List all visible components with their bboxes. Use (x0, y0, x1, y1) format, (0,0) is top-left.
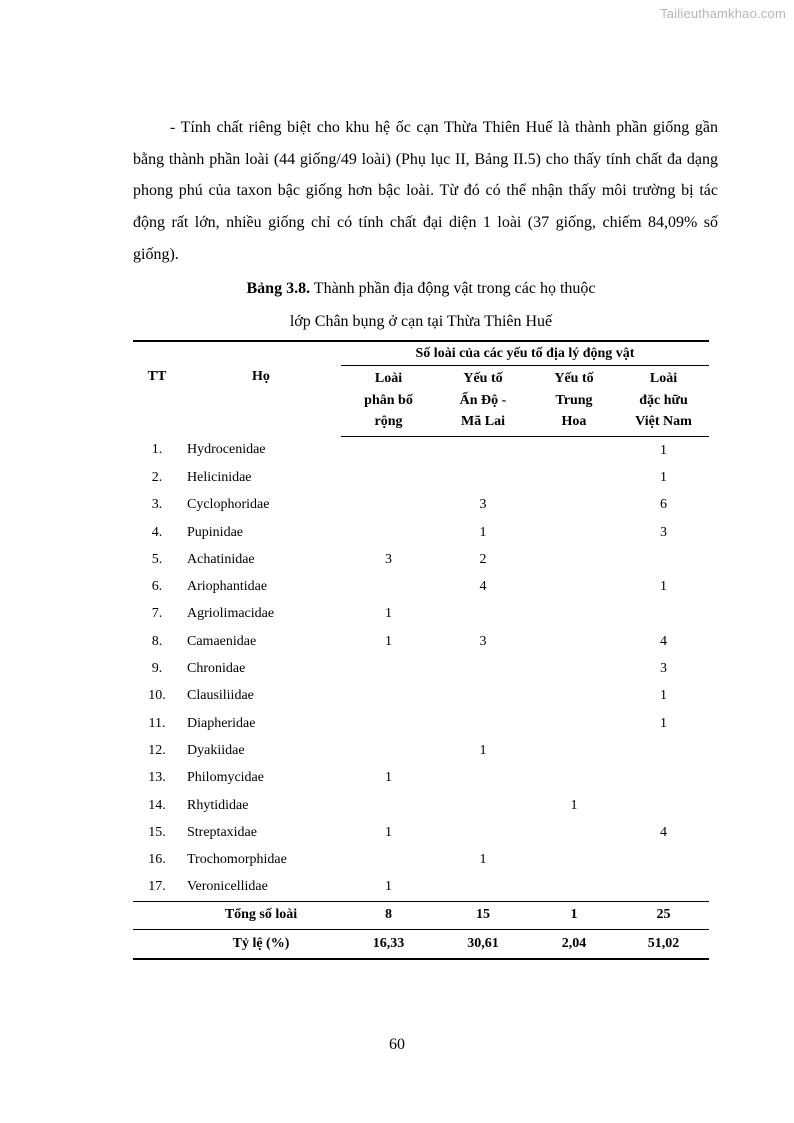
table-row (133, 600, 709, 627)
total-label: Tổng số loài (181, 901, 341, 930)
table-row (133, 546, 709, 573)
row-indo-malay-count (436, 791, 530, 818)
page-number: 60 (389, 1036, 405, 1053)
row-number: 5. (151, 551, 163, 567)
table-row (133, 873, 709, 901)
total-col1: 8 (341, 901, 436, 930)
header-col4-line3: Việt Nam (635, 414, 692, 429)
row-indo-malay-count: 1 (479, 524, 487, 540)
row-widespread-count (341, 573, 436, 600)
total-col4: 25 (618, 901, 709, 930)
row-endemic-count: 1 (660, 715, 667, 731)
table-row (133, 737, 709, 764)
row-family-name: Dyakiidae (187, 742, 245, 758)
row-indo-malay-count: 1 (479, 742, 487, 758)
total-col3: 1 (530, 901, 618, 930)
table-row (133, 682, 709, 709)
row-indo-malay-count (436, 873, 530, 901)
header-col1-line1: Loài (374, 371, 403, 386)
row-family-name: Diapheridae (187, 715, 256, 731)
row-endemic-count: 4 (660, 824, 667, 840)
row-family-name: Helicinidae (187, 469, 252, 485)
header-col-endemic (618, 366, 709, 437)
header-col3-line3: Hoa (561, 414, 587, 429)
watermark-text: Tailieuthamkhao.com (660, 6, 786, 21)
row-endemic-count: 3 (660, 661, 667, 677)
row-widespread-count (341, 682, 436, 709)
row-china-count (530, 628, 618, 655)
table-row (133, 791, 709, 818)
row-family-name: Hydrocenidae (187, 442, 266, 458)
header-col4-line1: Loài (649, 371, 678, 386)
table-row (133, 464, 709, 491)
row-china-count (530, 655, 618, 682)
header-col2-line1: Yếu tố (463, 371, 503, 386)
table-row (133, 436, 709, 464)
row-endemic-count (618, 600, 709, 627)
ratio-col4: 51,02 (618, 930, 709, 959)
row-number: 13. (148, 770, 166, 786)
row-widespread-count: 1 (385, 633, 392, 649)
ratio-row (133, 930, 709, 959)
row-widespread-count (341, 709, 436, 736)
row-number: 2. (151, 469, 163, 485)
row-number: 15. (148, 824, 166, 840)
row-family-name: Chronidae (187, 661, 246, 677)
header-col1-line3: rộng (374, 414, 403, 429)
table-row (133, 518, 709, 545)
total-row (133, 901, 709, 930)
header-col1-line2: phân bố (364, 392, 413, 408)
row-indo-malay-count (436, 819, 530, 846)
row-indo-malay-count (436, 682, 530, 709)
table-body (133, 436, 709, 901)
row-endemic-count (618, 846, 709, 873)
row-china-count (530, 682, 618, 709)
row-widespread-count (341, 655, 436, 682)
row-endemic-count (618, 546, 709, 573)
row-widespread-count (341, 846, 436, 873)
row-family-name: Rhytididae (187, 797, 249, 813)
table-row (133, 709, 709, 736)
row-endemic-count (618, 764, 709, 791)
row-endemic-count: 3 (660, 524, 667, 540)
row-widespread-count (341, 436, 436, 464)
row-china-count (530, 491, 618, 518)
row-widespread-count (341, 491, 436, 518)
row-endemic-count: 6 (660, 497, 667, 513)
row-indo-malay-count: 1 (479, 852, 487, 868)
row-indo-malay-count (436, 764, 530, 791)
row-indo-malay-count: 4 (479, 579, 487, 595)
table-caption-line-2: lớp Chân bụng ở cạn tại Thừa Thiên Huế (289, 313, 553, 330)
row-number: 9. (151, 661, 163, 677)
header-col2-line3: Mã Lai (461, 414, 505, 429)
row-china-count (530, 737, 618, 764)
row-number: 14. (148, 797, 166, 813)
table-row (133, 573, 709, 600)
row-widespread-count: 1 (385, 606, 392, 622)
row-indo-malay-count: 2 (479, 551, 487, 567)
row-endemic-count: 1 (660, 469, 667, 485)
row-number: 1. (151, 442, 163, 458)
row-family-name: Clausiliidae (187, 688, 254, 704)
row-number: 16. (148, 852, 166, 868)
row-family-name: Pupinidae (187, 524, 243, 540)
row-widespread-count: 1 (385, 879, 392, 895)
header-col2-line2: Ấn Độ - (459, 392, 507, 408)
row-widespread-count (341, 737, 436, 764)
row-number: 10. (148, 688, 166, 704)
row-endemic-count: 1 (660, 688, 667, 704)
row-widespread-count: 1 (385, 770, 392, 786)
row-china-count (530, 600, 618, 627)
row-family-name: Streptaxidae (187, 824, 257, 840)
row-indo-malay-count (436, 464, 530, 491)
table-row (133, 655, 709, 682)
table-row (133, 819, 709, 846)
row-widespread-count: 1 (385, 824, 392, 840)
row-china-count (530, 546, 618, 573)
table-row (133, 764, 709, 791)
table-row (133, 628, 709, 655)
row-china-count (530, 846, 618, 873)
row-widespread-count: 3 (385, 551, 392, 567)
ratio-label: Tỷ lệ (%) (181, 930, 341, 959)
row-china-count (530, 518, 618, 545)
header-tt: TT (133, 341, 181, 436)
row-china-count (530, 573, 618, 600)
row-number: 3. (151, 497, 163, 513)
row-indo-malay-count (436, 600, 530, 627)
row-family-name: Philomycidae (187, 770, 264, 786)
ratio-col2: 30,61 (436, 930, 530, 959)
row-indo-malay-count: 3 (479, 497, 487, 513)
row-endemic-count: 4 (660, 633, 667, 649)
table-caption-label: Bảng 3.8. (246, 280, 311, 297)
ratio-col3: 2,04 (530, 930, 618, 959)
row-widespread-count (341, 518, 436, 545)
row-endemic-count: 1 (660, 579, 667, 595)
header-col-china (530, 366, 618, 437)
row-indo-malay-count (436, 709, 530, 736)
table-caption-text: Thành phần địa động vật trong các họ thuộc (310, 280, 596, 297)
row-number: 12. (148, 742, 166, 758)
header-col-indo-malay (436, 366, 530, 437)
header-col3-line2: Trung (555, 392, 593, 408)
row-number: 6. (151, 579, 163, 595)
row-number: 17. (148, 879, 166, 895)
row-number: 8. (151, 633, 163, 649)
row-china-count (530, 764, 618, 791)
row-family-name: Veronicellidae (187, 879, 268, 895)
row-family-name: Agriolimacidae (187, 606, 275, 622)
row-indo-malay-count (436, 655, 530, 682)
table-row (133, 491, 709, 518)
row-china-count: 1 (570, 797, 578, 813)
body-paragraph: - Tính chất riêng biệt cho khu hệ ốc cạn Thừa Thiên Huế là thành phần giống gần bằng thành phần loài (44 giống/49 loài) (Phụ lục II, Bảng II.5) cho thấy tính chất đa dạng phong phú của taxon bậc giống hơn bậc loài. Từ đó có thể nhận thấy môi trường bị tác động rất lớn, nhiều giống chỉ có tính chất đại diện 1 loài (37 giống, chiếm 84,09% số giống). (133, 119, 718, 263)
row-endemic-count: 1 (660, 442, 667, 458)
row-indo-malay-count: 3 (479, 633, 487, 649)
header-group: Số loài của các yếu tố địa lý động vật (341, 341, 709, 366)
row-number: 7. (151, 606, 163, 622)
table-row (133, 846, 709, 873)
row-number: 4. (151, 524, 163, 540)
row-family-name: Trochomorphidae (187, 852, 287, 868)
row-china-count (530, 709, 618, 736)
row-family-name: Cyclophoridae (187, 497, 270, 513)
header-family: Họ (181, 341, 341, 436)
header-col-widespread (341, 366, 436, 437)
row-endemic-count (618, 737, 709, 764)
row-china-count (530, 819, 618, 846)
row-china-count (530, 464, 618, 491)
row-indo-malay-count (436, 436, 530, 464)
row-endemic-count (618, 791, 709, 818)
row-family-name: Achatinidae (187, 551, 255, 567)
row-widespread-count (341, 464, 436, 491)
row-family-name: Ariophantidae (187, 579, 268, 595)
row-china-count (530, 436, 618, 464)
header-col4-line2: đặc hữu (639, 392, 688, 408)
header-col3-line1: Yếu tố (554, 371, 594, 386)
row-china-count (530, 873, 618, 901)
fauna-table (133, 340, 709, 960)
row-number: 11. (148, 715, 166, 731)
row-widespread-count (341, 791, 436, 818)
row-endemic-count (618, 873, 709, 901)
row-family-name: Camaenidae (187, 633, 257, 649)
ratio-col1: 16,33 (341, 930, 436, 959)
total-col2: 15 (436, 901, 530, 930)
table-caption-line-1 (133, 280, 709, 298)
